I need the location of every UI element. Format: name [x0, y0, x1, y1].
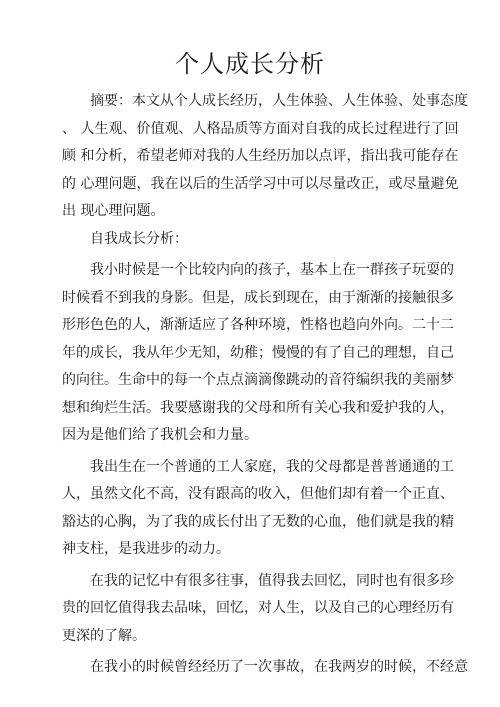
- paragraph-line: 形形色色的人，渐渐适应了各种环境，性格也趋向外向。二十二: [62, 317, 454, 333]
- abstract-line: 、 人生观、价值观、人格品质等方面对自我的成长过程进行了回: [62, 120, 459, 137]
- paragraph-line: 在我的记忆中有很多往事，值得我去回忆，同时也有很多珍: [90, 572, 454, 589]
- paragraph-line: 贵的回忆值得我去品味，回忆，对人生，以及自己的心理经历有: [62, 600, 454, 616]
- paragraph-line: 神支柱，是我进步的动力。: [62, 541, 230, 557]
- paragraph-line: 的向往。生命中的每一个点点滴滴像跳动的音符编织我的美丽梦: [62, 372, 454, 388]
- abstract-line: 出 现心理问题。: [62, 203, 165, 219]
- paragraph-line: 人，虽然文化不高，没有跟高的收入，但他们却有着一个正直、: [62, 486, 454, 502]
- paragraph-line: 因为是他们给了我机会和力量。: [62, 427, 258, 443]
- paragraph-line: 我出生在一个普通的工人家庭，我的父母都是普普通通的工: [90, 458, 454, 475]
- paragraph-line: 我小时候是一个比较内向的孩子，基本上在一群孩子玩耍的: [90, 262, 454, 278]
- abstract-line: 顾 和分析，希望老师对我的人生经历加以点评，指出我可能存在: [62, 148, 459, 164]
- document-title: 个人成长分析: [175, 50, 325, 78]
- paragraph-line: 年的成长，我从年少无知，幼稚；慢慢的有了自己的理想，自己: [62, 344, 454, 361]
- abstract-line: 摘要：本文从个人成长经历，人生体验、人生体验、处事态度: [90, 93, 468, 109]
- abstract-line: 的 心理问题，我在以后的生活学习中可以尽量改正，或尽量避免: [62, 175, 459, 192]
- paragraph-line: 豁达的心胸，为了我的成长付出了无数的心血，他们就是我的精: [62, 513, 454, 530]
- paragraph-line: 时候看不到我的身影。但是，成长到现在，由于渐渐的接触很多: [62, 289, 454, 306]
- paragraph-line: 在我小的时候曾经经历了一次事故，在我两岁的时候，不经意: [90, 659, 468, 675]
- paragraph-line: 想和绚烂生活。我要感谢我的父母和所有关心我和爱护我的人，: [62, 399, 454, 416]
- paragraph-line: 更深的了解。: [62, 627, 146, 644]
- document-body: [62, 88, 468, 682]
- section-heading: 自我成长分析：: [90, 230, 188, 247]
